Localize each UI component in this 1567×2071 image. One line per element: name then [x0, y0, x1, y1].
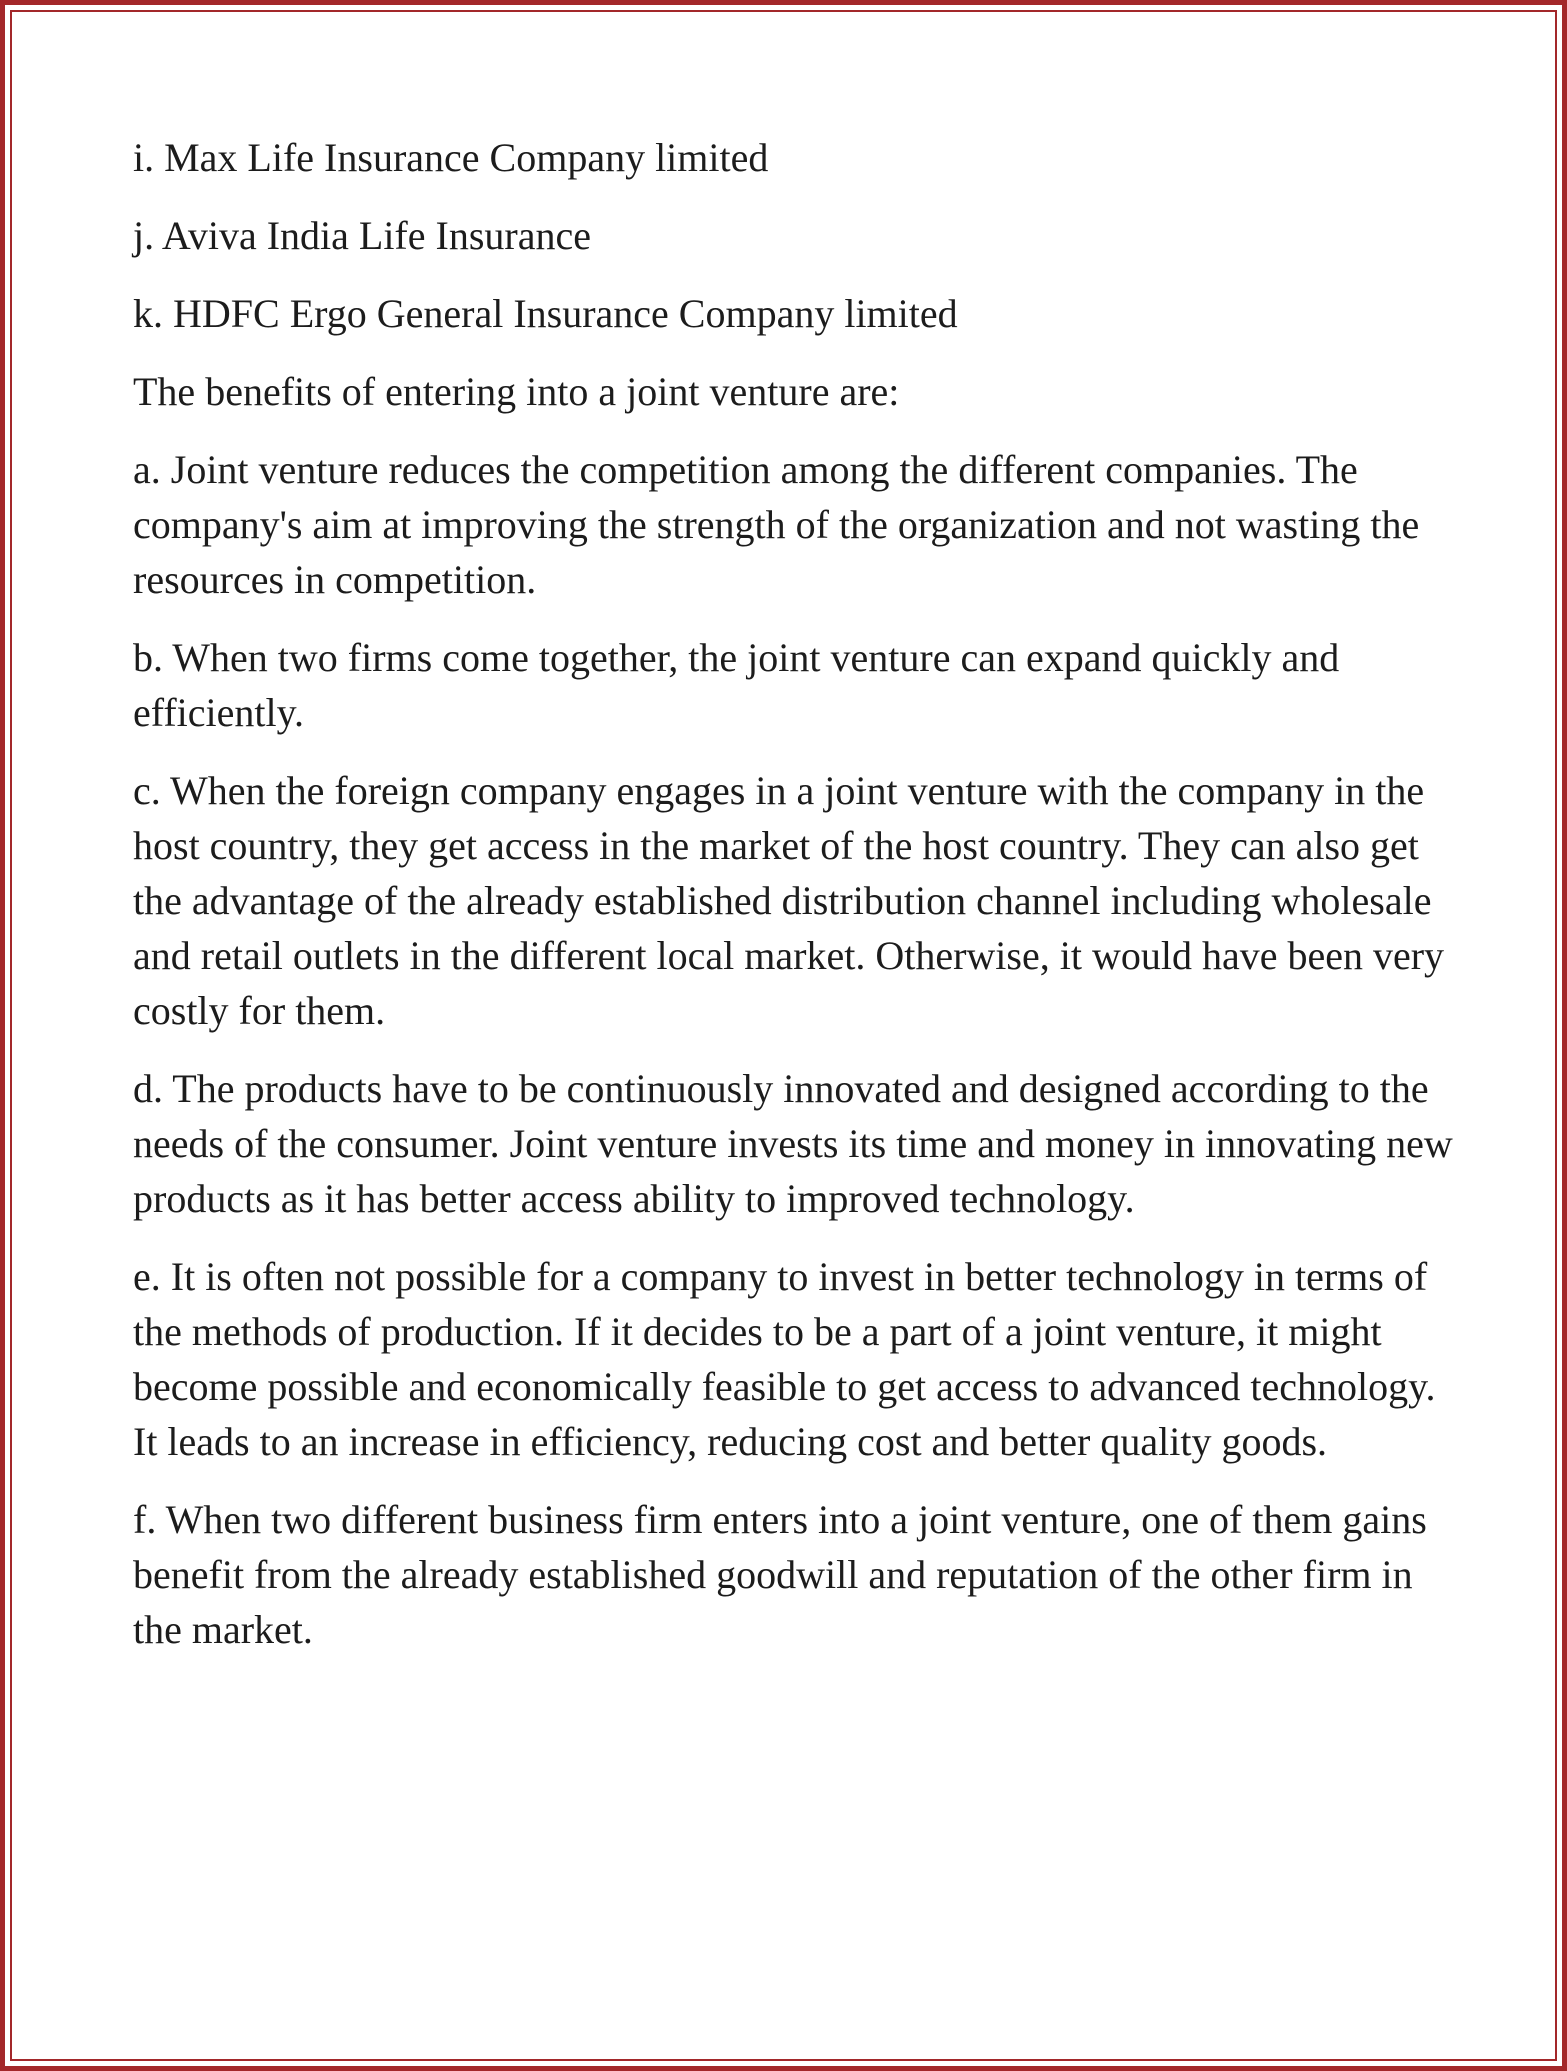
benefit-a: a. Joint venture reduces the competition among the different companies. The company's aim at improving the strength of the organization and not wasting the resources in competition. — [133, 447, 1420, 602]
document-body — [133, 130, 1453, 1680]
list-item-i: i. Max Life Insurance Company limited — [133, 135, 769, 180]
benefit-f: f. When two different business firm enters into a joint venture, one of them gains benefit from the already established goodwill and reputation of the other firm in the market. — [133, 1497, 1427, 1652]
benefit-c: c. When the foreign company engages in a joint venture with the company in the host country, they get access in the market of the host country. They can also get the advantage of the already established distribution channel including wholesale and retail outlets in the different local market. Otherwise, it would have been very costly for them. — [133, 768, 1445, 1033]
list-item-j: j. Aviva India Life Insurance — [133, 213, 591, 258]
benefit-e: e. It is often not possible for a company to invest in better technology in terms of the methods of production. If it decides to be a part of a joint venture, it might become possible and economically feasible to get access to advanced technology. It leads to an increase in efficiency, reducing cost and better quality goods. — [133, 1254, 1436, 1464]
benefit-d: d. The products have to be continuously innovated and designed according to the needs of the consumer. Joint venture invests its time and money in innovating new products as it has better access ability to improved technology. — [133, 1066, 1453, 1221]
list-item-k: k. HDFC Ergo General Insurance Company limited — [133, 291, 958, 336]
benefit-b: b. When two firms come together, the joint venture can expand quickly and efficiently. — [133, 635, 1340, 735]
benefits-intro: The benefits of entering into a joint venture are: — [133, 369, 900, 414]
